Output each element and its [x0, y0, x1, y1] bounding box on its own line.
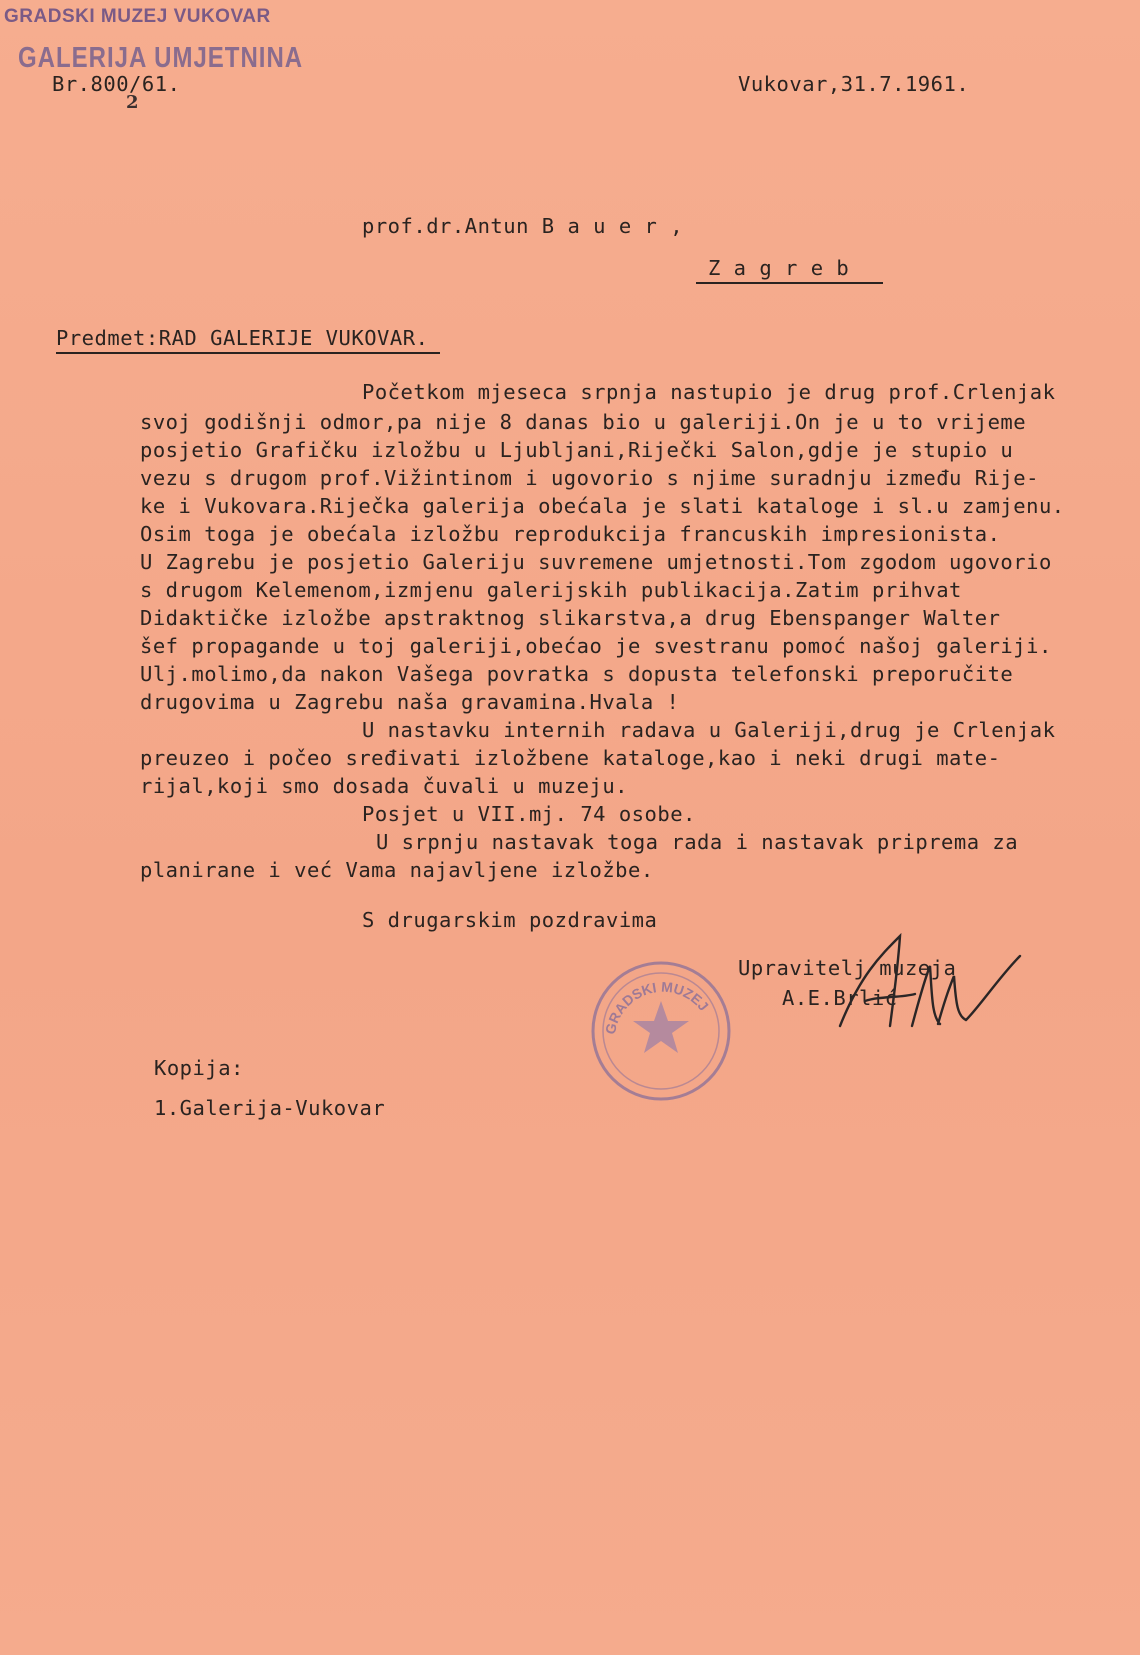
body-line: drugovima u Zagrebu naša gravamina.Hvala ! [140, 690, 680, 714]
body-line: Posjet u VII.mj. 74 osobe. [362, 802, 696, 826]
body-line: s drugom Kelemenom,izmjenu galerijskih publikacija.Zatim prihvat [140, 578, 962, 602]
museum-stamp-line1: GRADSKI MUZEJ VUKOVAR [4, 6, 271, 27]
closing: S drugarskim pozdravima [362, 908, 658, 932]
signatory-name: A.E.Brlić [782, 986, 898, 1010]
body-line: Osim toga je obećala izložbu reprodukcija francuskih impresionista. [140, 522, 1001, 546]
body-line: U nastavku internih radava u Galeriji,drug je Crlenjak [362, 718, 1056, 742]
body-line: posjetio Grafičku izložbu u Ljubljani,Riječki Salon,gdje je stupio u [140, 438, 1014, 462]
subject-line: Predmet:RAD GALERIJE VUKOVAR. [56, 326, 440, 354]
place-date: Vukovar,31.7.1961. [738, 72, 970, 96]
recipient-name: prof.dr.Antun B a u e r , [362, 214, 684, 238]
handwritten-note: 2 [126, 92, 139, 113]
body-line: ke i Vukovara.Riječka galerija obećala je slati kataloge i sl.u zamjenu. [140, 494, 1065, 518]
museum-stamp-line2: GALERIJA UMJETNINA [18, 42, 304, 75]
handwritten-signature [820, 916, 1030, 1046]
round-stamp [548, 938, 712, 1086]
copy-label: Kopija: [154, 1056, 244, 1080]
round-stamp-text: GRADSKI MUZEJ [601, 978, 712, 1036]
body-line: Didaktičke izložbe apstraktnog slikarstva,a drug Ebenspanger Walter [140, 606, 1001, 630]
body-line: rijal,koji smo dosada čuvali u muzeju. [140, 774, 628, 798]
recipient-city: Z a g r e b [696, 256, 883, 284]
signatory-title: Upravitelj muzeja [738, 956, 957, 980]
body-line: U srpnju nastavak toga rada i nastavak priprema za [376, 830, 1019, 854]
copy-item: 1.Galerija-Vukovar [154, 1096, 386, 1120]
body-line: planirane i već Vama najavljene izložbe. [140, 858, 654, 882]
round-stamp-graphic [587, 957, 735, 1105]
body-line: šef propagande u toj galeriji,obećao je svestranu pomoć našoj galeriji. [140, 634, 1052, 658]
body-line: Početkom mjeseca srpnja nastupio je drug prof.Crlenjak [362, 380, 1056, 404]
reference-number: Br.800/61. [52, 72, 181, 96]
body-line: U Zagrebu je posjetio Galeriju suvremene umjetnosti.Tom zgodom ugovorio [140, 550, 1052, 574]
body-line: svoj godišnji odmor,pa nije 8 danas bio u galeriji.On je u to vrijeme [140, 410, 1027, 434]
body-line: Ulj.molimo,da nakon Vašega povratka s dopusta telefonski preporučite [140, 662, 1014, 686]
body-line: preuzeo i počeo sređivati izložbene kataloge,kao i neki drugi mate- [140, 746, 1001, 770]
body-line: vezu s drugom prof.Vižintinom i ugovorio s njime suradnju između Rije- [140, 466, 1039, 490]
